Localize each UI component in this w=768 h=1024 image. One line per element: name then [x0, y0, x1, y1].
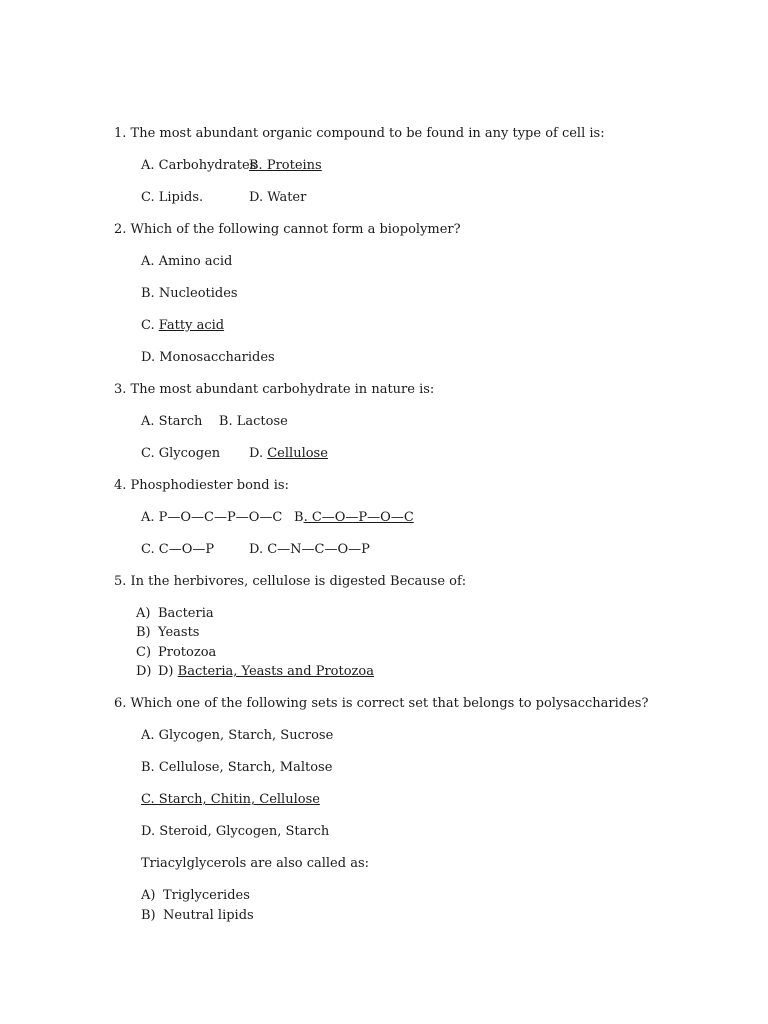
list-marker: B) [141, 908, 156, 923]
list-item: Protozoa [158, 645, 217, 660]
list-item-answer [158, 664, 374, 680]
answer-underline: . C—O—P—O—C [303, 510, 414, 525]
answer-underline: Fatty acid [158, 318, 225, 333]
question-4-option-a: A. P—O—C—P—O—C [141, 510, 283, 525]
question-1-option-c: C. Lipids. [141, 190, 204, 205]
list-marker: B) [136, 625, 151, 640]
question-1-option-a: A. Carbohydrates [141, 158, 257, 173]
list-item: Neutral lipids [163, 908, 254, 923]
question-4-option-c: C. C—O—P [141, 542, 215, 557]
question-4-option-d: D. C—N—C—O—P [249, 542, 370, 557]
list-marker: C) [136, 645, 152, 660]
question-2-option-b: B. Nucleotides [141, 286, 238, 301]
list-marker: D) [136, 664, 152, 679]
question-4-stem: 4. Phosphodiester bond is: [114, 478, 289, 493]
question-2-stem: 2. Which of the following cannot form a biopolymer? [114, 222, 461, 237]
question-2-option-a: A. Amino acid [141, 254, 233, 269]
question-3-option-d-answer [249, 446, 328, 462]
question-1-option-b-answer [249, 158, 322, 174]
list-marker: A) [141, 888, 156, 903]
question-3-option-c: C. Glycogen [141, 446, 221, 461]
question-6-option-a: A. Glycogen, Starch, Sucrose [141, 728, 334, 743]
question-7-stem: Triacylglycerols are also called as: [141, 856, 370, 871]
question-3-stem: 3. The most abundant carbohydrate in nature is: [114, 382, 435, 397]
option-prefix: D. [249, 446, 268, 461]
answer-underline: Cellulose [267, 446, 328, 461]
list-marker: A) [136, 606, 151, 621]
list-item: Triglycerides [163, 888, 250, 903]
option-prefix: B [294, 510, 304, 525]
question-6-option-b: B. Cellulose, Starch, Maltose [141, 760, 333, 775]
question-1-option-d: D. Water [249, 190, 307, 205]
answer-underline: C. Starch, Chitin, Cellulose [141, 792, 320, 807]
list-item: Bacteria [158, 606, 214, 621]
answer-underline: B. Proteins [249, 158, 322, 173]
question-3-options-a-b: A. Starch B. Lactose [141, 414, 288, 429]
list-item: Yeasts [158, 625, 200, 640]
option-prefix: C. [141, 318, 159, 333]
question-2-option-c-answer [141, 318, 224, 334]
question-6-stem: 6. Which one of the following sets is correct set that belongs to polysaccharides? [114, 696, 649, 711]
option-prefix: D) [158, 664, 178, 679]
answer-underline: Bacteria, Yeasts and Protozoa [177, 664, 374, 679]
question-5-stem: 5. In the herbivores, cellulose is digested Because of: [114, 574, 467, 589]
question-4-option-b-answer [294, 510, 414, 526]
question-2-option-d: D. Monosaccharides [141, 350, 275, 365]
question-6-option-c-answer [141, 792, 320, 808]
question-6-option-d: D. Steroid, Glycogen, Starch [141, 824, 330, 839]
question-1-stem: 1. The most abundant organic compound to be found in any type of cell is: [114, 126, 605, 141]
